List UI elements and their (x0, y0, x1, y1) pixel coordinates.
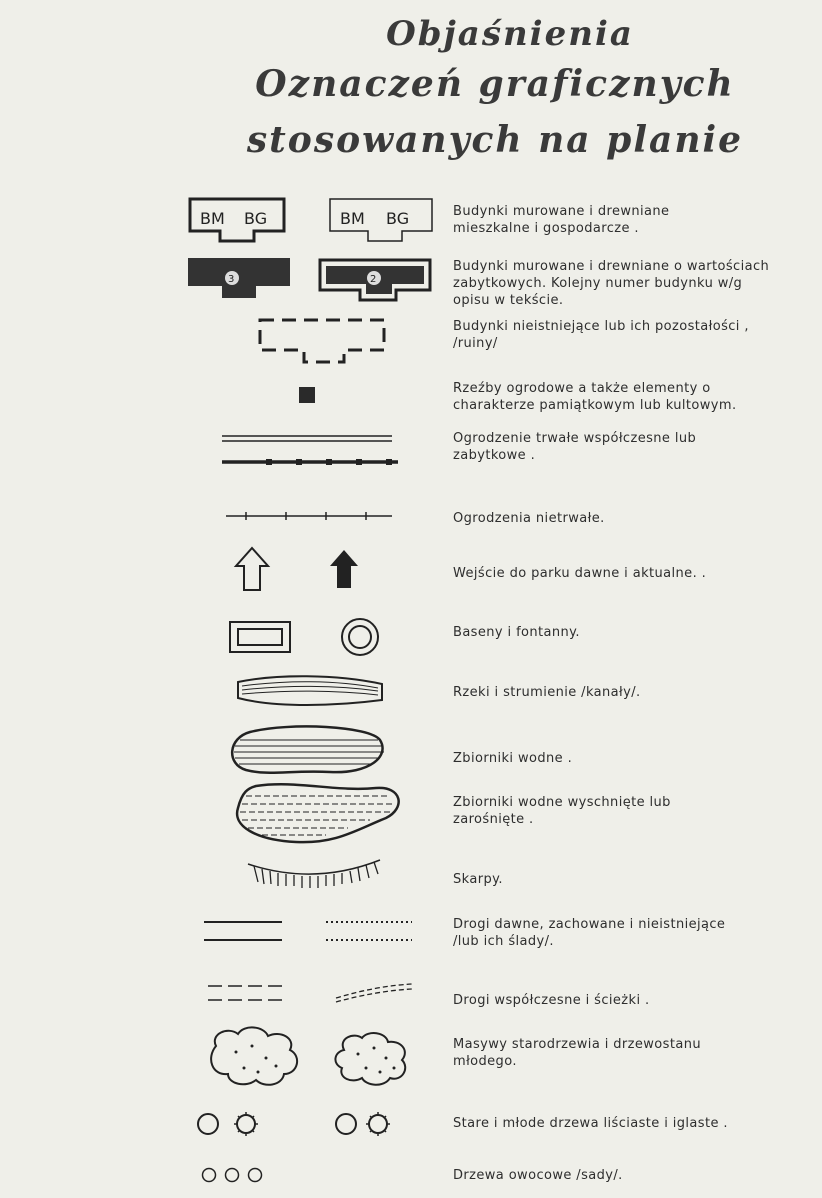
desc-trees: Stare i młode drzewa liściaste i iglaste . (453, 1116, 728, 1131)
building-label-bg-2: BG (386, 209, 410, 228)
desc-ruins: Budynki nieistniejące lub ich pozostałości , /ruiny/ (453, 319, 749, 351)
desc-temporary-fence: Ogrodzenia nietrwałe. (453, 511, 605, 526)
desc-sculptures: Rzeźby ogrodowe a także elementy o charakterze pamiątkowym lub kultowym. (453, 381, 737, 413)
old-roads-symbol (202, 918, 418, 946)
desc-permanent-fence: Ogrodzenie trwałe współczesne lub zabytkowe . (453, 431, 697, 463)
deciduous-young-tree-icon (336, 1114, 356, 1134)
building-label-bg: BG (244, 209, 268, 228)
building-label-bm-2: BM (340, 209, 365, 228)
permanent-fence-symbol (222, 432, 402, 472)
building-symbols (188, 197, 438, 247)
tree-symbols (196, 1110, 406, 1140)
historic-number-2: 2 (370, 274, 377, 285)
ruin-symbol (258, 318, 388, 366)
park-entrance-arrows (234, 546, 364, 594)
title-line-2: Oznaczeń graficznych (255, 63, 735, 105)
former-entrance-arrow-icon (236, 548, 268, 590)
temporary-fence-symbol (226, 510, 396, 522)
title-line-3: stosowanych na planie (246, 119, 744, 161)
desc-rivers: Rzeki i strumienie /kanały/. (453, 685, 641, 700)
orchard-symbol (200, 1166, 270, 1186)
desc-tree-masses: Masywy starodrzewia i drzewostanu młodego. (453, 1037, 701, 1069)
water-reservoir-symbol (230, 726, 390, 778)
dried-reservoir-symbol (236, 782, 402, 846)
historic-building-symbols (186, 256, 436, 304)
title-line-1: Objaśnienia (386, 14, 634, 54)
desc-old-roads: Drogi dawne, zachowane i nieistniejące /lub ich ślady/. (453, 917, 726, 949)
pool-fountain-symbols (228, 618, 388, 658)
desc-dried-reservoirs: Zbiorniki wodne wyschnięte lub zarośnięte . (453, 795, 671, 827)
building-label-bm: BM (200, 209, 225, 228)
desc-water-reservoirs: Zbiorniki wodne . (453, 751, 573, 766)
tree-mass-symbols (206, 1024, 416, 1090)
desc-escarpment: Skarpy. (453, 872, 503, 887)
river-symbol (236, 676, 386, 710)
historic-number-3: 3 (228, 274, 235, 285)
modern-roads-symbol (206, 982, 416, 1008)
desc-orchards: Drzewa owocowe /sady/. (453, 1168, 623, 1183)
desc-historic-buildings: Budynki murowane i drewniane o wartościach zabytkowych. Kolejny numer budynku w/g opisu w tekście. (453, 259, 770, 308)
deciduous-old-tree-icon (198, 1114, 218, 1134)
sculpture-symbol (299, 387, 315, 403)
escarpment-symbol (246, 856, 382, 892)
desc-buildings: Budynki murowane i drewniane mieszkalne i gospodarcze . (453, 204, 670, 236)
desc-modern-roads: Drogi współczesne i ścieżki . (453, 993, 650, 1008)
current-entrance-arrow-icon (330, 550, 358, 588)
desc-pools: Baseny i fontanny. (453, 625, 580, 640)
desc-park-entrance: Wejście do parku dawne i aktualne. . (453, 566, 707, 581)
